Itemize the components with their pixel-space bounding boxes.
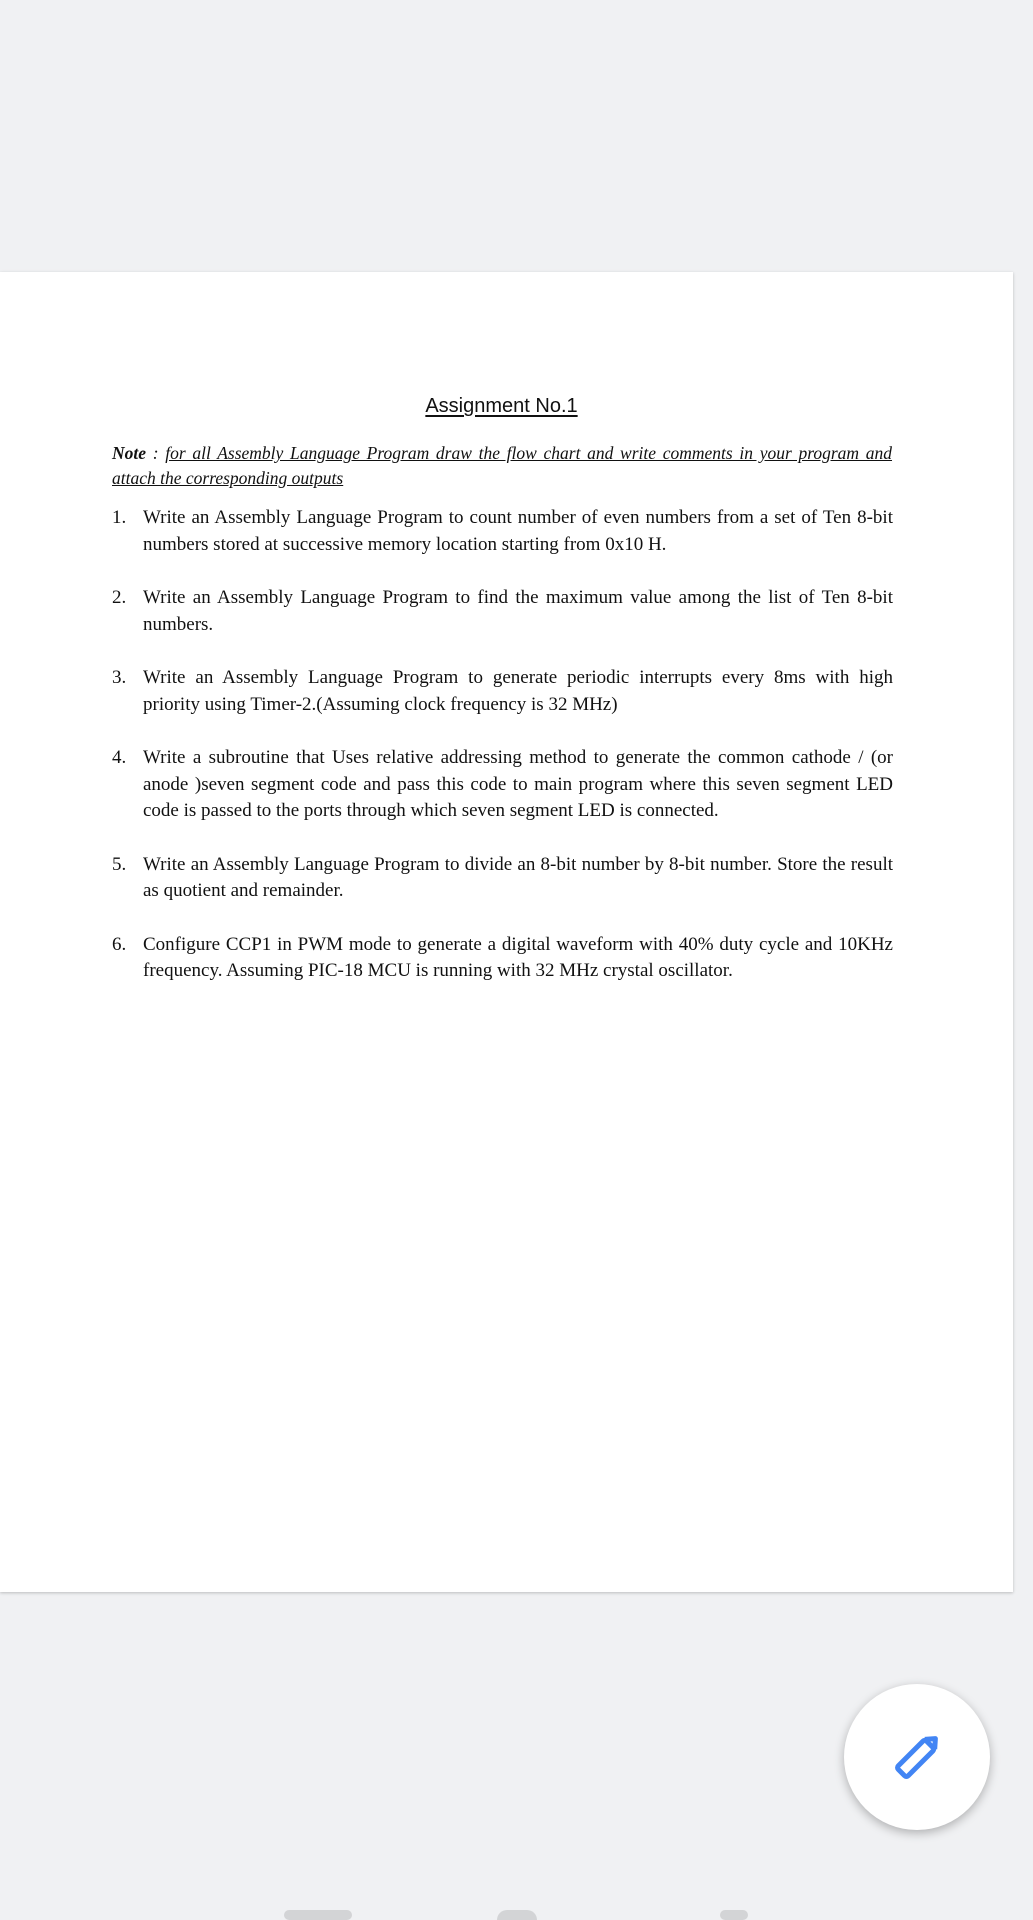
nav-hint-right <box>720 1910 748 1920</box>
question-text: Configure CCP1 in PWM mode to generate a digital waveform with 40% duty cycle and 10KHz frequency. Assuming PIC-18 MCU is running with 32 MHz crystal oscillator. <box>143 933 893 981</box>
question-item <box>112 665 893 718</box>
question-number: 6. <box>112 933 127 955</box>
nav-hint-left <box>284 1910 352 1920</box>
question-item <box>112 505 893 558</box>
question-item <box>112 932 893 985</box>
pencil-icon <box>888 1728 946 1786</box>
question-number: 3. <box>112 667 127 688</box>
question-number: 1. <box>112 507 127 528</box>
question-text: Write an Assembly Language Program to generate periodic interrupts every 8ms with high priority using Timer-2.(Assuming clock frequency is 32 MHz) <box>143 667 893 715</box>
question-list <box>112 505 893 985</box>
question-item <box>112 852 893 905</box>
question-number: 2. <box>112 587 127 608</box>
document-note <box>112 441 892 491</box>
document-title-text: Assignment No.1 <box>425 395 578 417</box>
question-number: 5. <box>112 853 127 875</box>
question-text: Write an Assembly Language Program to divide an 8-bit number by 8-bit number. Store the result as quotient and remainder. <box>143 853 893 901</box>
note-label: Note <box>112 443 147 463</box>
document-title <box>0 393 1003 419</box>
question-item <box>112 585 893 638</box>
note-text: for all Assembly Language Program draw the flow chart and write comments in your program and attach the corresponding outputs <box>112 443 893 488</box>
question-item <box>112 745 893 825</box>
question-text: Write a subroutine that Uses relative addressing method to generate the common cathode / (or anode )seven segment code and pass this code to main program where this seven segment LED code is passed to the ports through which seven segment LED is connected. <box>143 747 893 821</box>
question-text: Write an Assembly Language Program to count number of even numbers from a set of Ten 8-bit numbers stored at successive memory location starting from 0x10 H. <box>143 507 893 555</box>
note-separator: : <box>146 443 166 463</box>
edit-button[interactable] <box>844 1684 990 1830</box>
nav-hint-center <box>497 1910 537 1920</box>
question-number: 4. <box>112 747 127 768</box>
question-text: Write an Assembly Language Program to find the maximum value among the list of Ten 8-bit numbers. <box>143 587 893 635</box>
